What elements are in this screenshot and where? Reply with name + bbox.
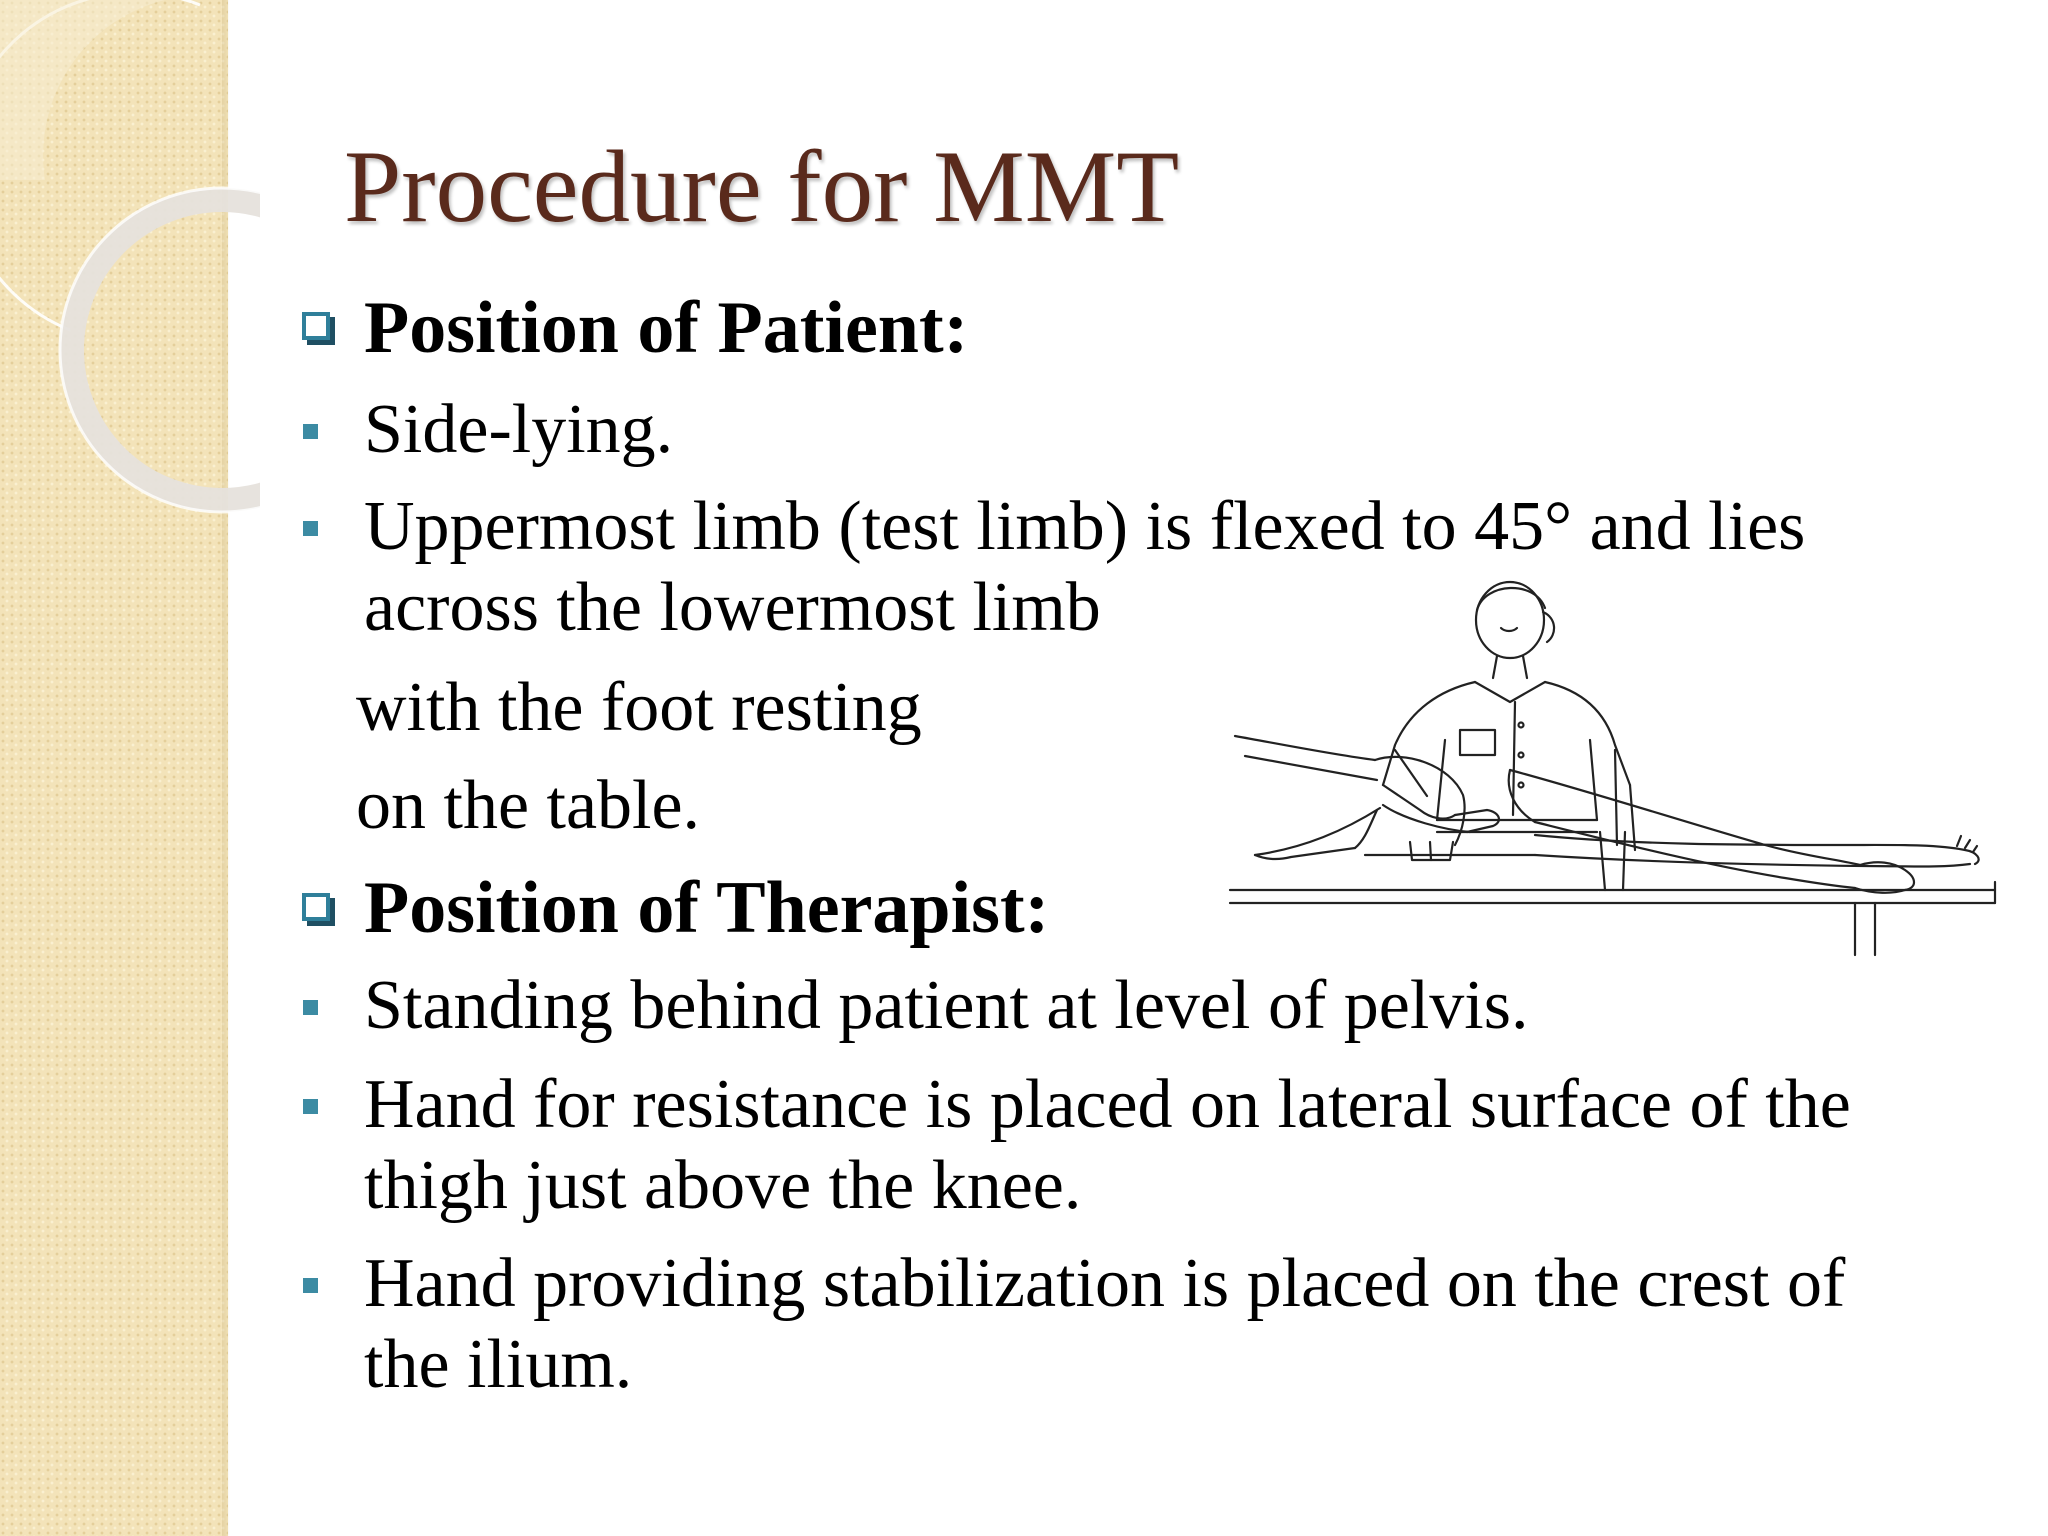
bullet-text: thigh just above the knee. xyxy=(364,1147,1082,1224)
bullet-text: Uppermost limb (test limb) is flexed to 45° and lies xyxy=(364,488,1806,565)
section-heading-therapist: Position of Therapist: xyxy=(364,867,1050,949)
square-bullet-icon xyxy=(303,521,318,536)
checkbox-square-icon xyxy=(302,893,330,921)
bullet-text: Hand providing stabilization is placed on the crest of xyxy=(364,1245,1846,1322)
bullet-text: Standing behind patient at level of pelvis. xyxy=(364,967,1529,1044)
bullet-text: Hand for resistance is placed on lateral surface of the xyxy=(364,1066,1851,1143)
decorative-rings xyxy=(0,0,260,520)
bullet-text: across the lowermost limb xyxy=(364,569,1101,646)
square-bullet-icon xyxy=(303,1099,318,1114)
bullet-text: the ilium. xyxy=(364,1326,633,1403)
continuation-text: with the foot resting xyxy=(356,669,922,746)
section-heading-patient: Position of Patient: xyxy=(364,287,969,369)
checkbox-square-icon xyxy=(302,312,330,340)
mmt-illustration xyxy=(1205,560,2005,960)
square-bullet-icon xyxy=(303,424,318,439)
square-bullet-icon xyxy=(303,1000,318,1015)
slide-title: Procedure for MMT xyxy=(344,130,1180,244)
bullet-text: Side-lying. xyxy=(364,391,674,468)
continuation-text: on the table. xyxy=(356,767,701,844)
square-bullet-icon xyxy=(303,1278,318,1293)
